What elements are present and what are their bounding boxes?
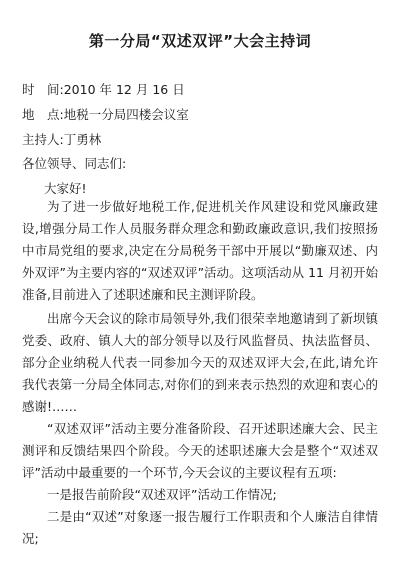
paragraph-attendance: 出席今天会议的除市局领导外,我们很荣幸地邀请到了新坝镇党委、政府、镇人大的部分领导以及行风监督员、执法监督员、部分企业纳税人代表一同参加今天的双述双评大会,在此,请允许我代表第一分局全体同志,对你们的到来表示热烈的欢迎和衷心的感谢!…… — [22, 311, 378, 414]
agenda-item: 二是由“双述”对象逐一报告履行工作职责和个人廉洁自律情况; — [22, 509, 378, 546]
meeting-time: 时 间:2010 年 12 月 16 日 — [22, 82, 185, 97]
salutation: 各位领导、同志们: — [22, 156, 127, 171]
paragraph-intro: 为了进一步做好地税工作,促进机关作风建设和党风廉政建设,增强分局工作人员服务群众理念和勤政廉政意识,我们按照扬中市局党组的要求,决定在分局税务干部中开展以“勤廉双述、内外双评”为主要内容的“双述双评”活动。这项活动从 11 月初开始准备,目前进入了述职述廉和民主测评阶段。 — [22, 199, 378, 302]
agenda-item: 一是报告前阶段“双述双评”活动工作情况; — [47, 487, 277, 502]
greeting: 大家好! — [44, 181, 87, 196]
document-title: 第一分局“双述双评”大会主持词 — [88, 32, 312, 50]
meeting-host: 主持人:丁勇林 — [22, 132, 102, 147]
meeting-place: 地 点:地税一分局四楼会议室 — [22, 107, 189, 122]
paragraph-stages: “双述双评”活动主要分准备阶段、召开述职述廉大会、民主测评和反馈结果四个阶段。今天的述职述廉大会是整个“双述双评”活动中最重要的一个环节,今天会议的主要议程有五项: — [22, 421, 378, 480]
